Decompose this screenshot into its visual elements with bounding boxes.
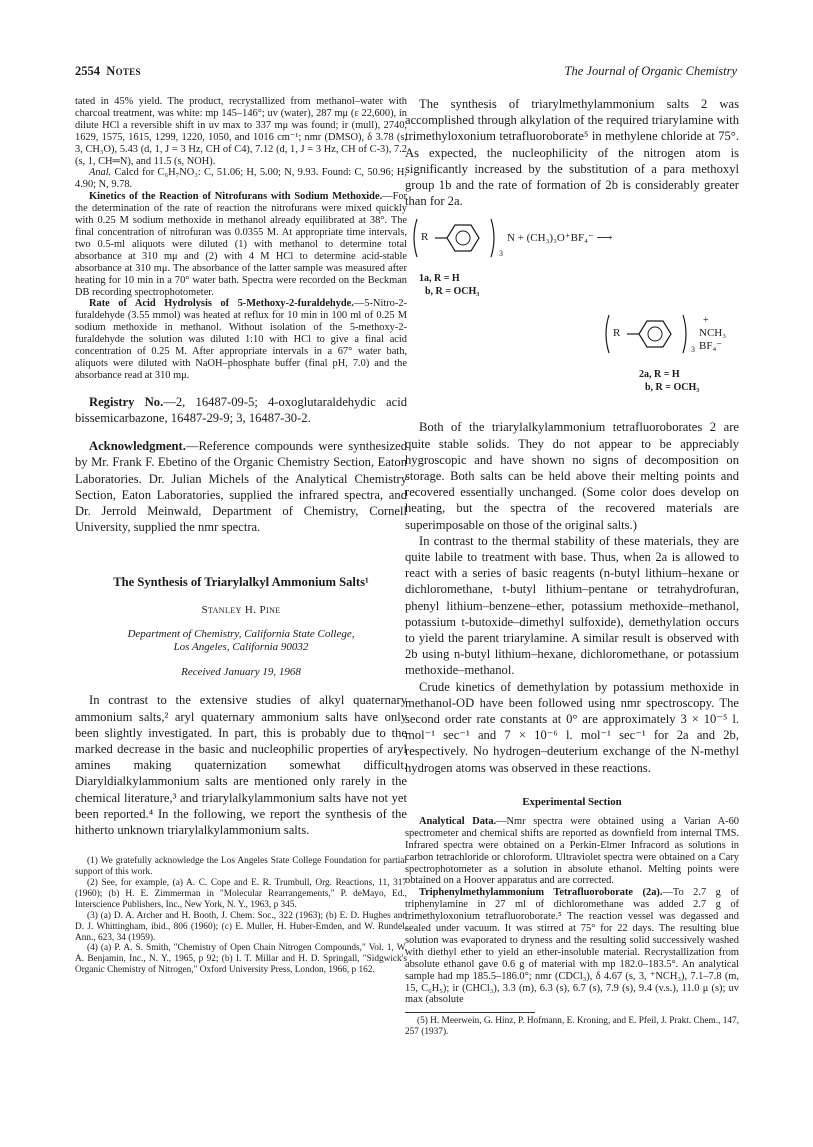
footnote-2: (2) See, for example, (a) A. C. Cope and E. R. Trumbull, Org. Reactions, 11, 317 (1960); (b) H. E. Zimmerman in "Molecular Rearrangements," P. deMayo, Ed., Interscience Publishers, Inc., New York, N. Y., 1963, p 345. (75, 878, 407, 910)
registry-paragraph (75, 394, 407, 426)
acknowledgment-paragraph (75, 438, 407, 535)
reagents: N + (CH₃)₃O⁺BF₄⁻ ⟶ (507, 232, 613, 245)
footnote-1: (1) We gratefully acknowledge the Los Angeles State College Foundation for partial support of this work. (75, 856, 407, 878)
hydrolysis-paragraph (75, 298, 407, 381)
kinetics-paragraph (75, 191, 407, 298)
analytical-data-paragraph (405, 816, 739, 887)
compound-2a: 2a, R = H (639, 369, 680, 381)
reaction-scheme (405, 209, 739, 419)
registry-title: Registry No. (89, 394, 164, 409)
compound-1b: b, R = OCH₃ (425, 286, 480, 298)
analytical-data-title: Analytical Data. (419, 815, 497, 827)
product-formula: NCH₃ BF₄⁻ (699, 327, 727, 353)
article-title: The Synthesis of Triarylalkyl Ammonium Salts¹ (113, 575, 369, 590)
compound-1a: 1a, R = H (419, 273, 460, 285)
footnote-5: (5) H. Meerwein, G. Hinz, P. Hofmann, E. Kroning, and E. Pfeil, J. Prakt. Chem., 147, 257 (1937). (405, 1016, 739, 1038)
reactant-r-label: R (421, 231, 429, 244)
kinetics-title: Kinetics of the Reaction of Nitrofurans with Sodium Methoxide. (89, 191, 383, 203)
kinetics-text: —For the determination of the rate of reaction the nitrofurans were mixed quickly with 0.25 M sodium methoxide in methanol already equilibrated at 38°. The final concentration of nitrofuran was 0.0355 M. At appropriate time intervals, two 0.5-ml aliquots were diluted (1) with methanol to determine total absorbance at 310 mμ and (2) with 4 M HCl to determine acid-stable absorbance at 310 mμ. The absorbance of the latter sample was measured after heating for 10 min in a 70° water bath. Spectra were recorded on the Beckman DB recording spectrophotometer. (75, 191, 407, 298)
journal-name: The Journal of Organic Chemistry (564, 64, 737, 78)
hydrolysis-title: Rate of Acid Hydrolysis of 5-Methoxy-2-furaldehyde. (89, 298, 354, 310)
reactant-subscript: 3 (499, 249, 503, 259)
section-name: Notes (106, 64, 141, 78)
product-subscript: 3 (691, 345, 695, 355)
stability-paragraph: Both of the triarylalkylammonium tetrafluoroborates 2 are quite stable solids. They do not appear to be appreciably hygroscopic and have shown no signs of decomposition on storage. Both salts can be held above their melting points and recovered essentially unchanged. (Some color does develop on heating, but the spectra of the recovered materials are superimposable on those of the original salts.) (405, 420, 739, 532)
footnote-rule (405, 1012, 535, 1013)
triphenyl-paragraph (405, 887, 739, 1006)
affiliation-line-2: Los Angeles, California 90032 (173, 641, 309, 654)
synthesis-paragraph: The synthesis of triarylmethylammonium salts 2 was accomplished through alkylation of the required triarylamine with trimethyloxonium tetrafluoroborate⁵ in methylene chloride at 75°. As expected, the nucleophilicity of the nitrogen atom is significantly increased by the substitution of a para methoxyl group 1b and the rate of formation of 2b is considerably greater than for 2a. (405, 97, 739, 209)
introduction-paragraph: In contrast to the extensive studies of alkyl quaternary ammonium salts,² aryl quaternary ammonium salts have only been slightly investigated. In part, this is probably due to the marked decrease in the basic and nucleophilic properties of aryl amines making quaternization somewhat difficult. Diaryldialkylammonium salts are mentioned only rarely in the chemical literature,³ and triarylalkylammonium salts have not yet been reported.⁴ In the following, we report the synthesis of the hitherto unknown triarylalkylammonium salts. (75, 693, 407, 837)
registry-text: —2, 16487-09-5; 4-oxoglutaraldehydic acid bissemicarbazone, 16487-29-9; 3, 16487-30-2. (75, 394, 408, 425)
footnotes-left (75, 856, 407, 976)
experimental-section-title: Experimental Section (522, 795, 622, 808)
acknowledgment-title: Acknowledgment. (89, 439, 186, 454)
triphenyl-text: —To 2.7 g of triphenylamine in 27 ml of dichloromethane was added 2.7 g of trimethyloxonium tetrafluoroborate.⁵ The reaction vessel was degassed and sealed under vacuum. It was stirred at 75° for 22 days. The resulting blue solution was evaporated to dryness and the resulting solid successively washed with diethyl ether to yield an ether-insoluble material. Recrystallization from absolute ethanol gave 0.6 g of material with mp 182.0–183.5°. An analytical sample had mp 185.5–186.0°; nmr (CDCl₃), δ 4.67 (s, 3, ⁺NCH₃), 7.1–7.8 (m, 15, C₆H₅); ir (CHCl₃), 3.3 (m), 6.3 (s), 6.7 (s), 7.9 (s), 9.4 (v.s.), 11.0 μ (s); uv max (absolute (405, 887, 739, 1006)
article-author: Stanley H. Pine (201, 604, 281, 617)
product-r-label: R (613, 327, 621, 340)
running-head (75, 64, 737, 84)
product-description: tated in 45% yield. The product, recrystallized from methanol–water with charcoal treatment, was white: mp 145–146°; uv (water), 287 mμ (ε 22,600), in dilute HCl a reversible shift in uv max to 337 mμ was found; ir (mull), 2740, 1629, 1575, 1615, 1299, 1220, 1050, and 1016 cm⁻¹; nmr (DMSO), δ 3.78 (s, 3, CH₃O), 5.43 (d, 1, J = 3 Hz, CH of C4), 7.12 (d, 1, J = 3 Hz, CH of C-3), 7.2 (s, 1, CH═N), and 11.5 (s, NOH). (75, 96, 407, 167)
footnotes-right (405, 1016, 739, 1038)
base-reaction-paragraph: In contrast to the thermal stability of these materials, they are quite labile to treatment with base. Thus, when 2a is allowed to react with a series of basic reagents (n-butyl lithium–hexane or dichloromethane, t-butyl lithium–pentane or tetrahydrofuran, phenyl lithium–benzene–ether, potassium methoxide–methanol, potassium t-butoxide–dimethyl sulfoxide), demethylation occurs to yield the parent triarylamine. A similar result is observed with 2b using n-butyl lithium–hexane, dichloromethane, or potassium methoxide–methanol. (405, 533, 739, 678)
analysis-label: Anal. (89, 167, 112, 179)
left-column (75, 96, 407, 976)
analysis-paragraph (75, 167, 407, 191)
received-date: Received January 19, 1968 (181, 666, 301, 679)
kinetics-results-paragraph: Crude kinetics of demethylation by potassium methoxide in methanol-OD have been followed using nmr spectroscopy. The second order rate constants at 0° are approximately 3 × 10⁻⁵ l. mol⁻¹ sec⁻¹ and 7 × 10⁻⁶ l. mol⁻¹ sec⁻¹ for 2a and 2b, respectively. No hydrogen–deuterium exchange of the N-methyl hydrogen atoms was observed in these reactions. (405, 679, 739, 775)
triphenyl-title: Triphenylmethylammonium Tetrafluoroborate (2a). (419, 887, 663, 899)
acknowledgment-text: —Reference compounds were synthesized by Mr. Frank F. Ebetino of the Organic Chemistry Section, Eaton Laboratories. Dr. Julian Michels of the Analytical Chemistry Section, Eaton Laboratories, supplied the infrared spectra, and Dr. Jerrold Meinwald, Department of Chemistry, Cornell University, supplied the nmr spectra. (75, 439, 407, 535)
page-header-left (75, 64, 141, 79)
analytical-data-text: —Nmr spectra were obtained using a Varian A-60 spectrometer and chemical shifts are reported as downfield from internal TMS. Infrared spectra were obtained on a Perkin-Elmer Infracord as solutions in carbon tetrachloride or chloroform. Ultraviolet spectra were obtained on a Cary spectrophotometer as a solution in absolute ethanol. Melting points were obtained on a Hoover apparatus and are corrected. (405, 815, 739, 887)
analysis-text: Calcd for C₆H₇NO₃: C, 51.06; H, 5.00; N, 9.93. Found: C, 50.96; H, 4.90; N, 9.78. (75, 167, 407, 191)
right-column (405, 96, 739, 1038)
hydrolysis-text: —5-Nitro-2-furaldehyde (3.55 mmol) was heated at reflux for 10 min in 100 ml of 0.25 M sodium methoxide in methanol. Without isolation of the 5-methoxy-2-furaldehyde the solution was diluted 1:10 with HCl to give a final acid concentration of 0.25 M. After appropriate intervals in a 67° water bath, aliquots were diluted with NaOH–phosphate buffer (final pH, 7.0) and the absorbance read at 310 mμ. (75, 298, 407, 381)
compound-2b: b, R = OCH₃ (645, 382, 700, 394)
page-number: 2554 (75, 64, 100, 78)
affiliation-line-1: Department of Chemistry, California State College, (127, 628, 355, 641)
footnote-3: (3) (a) D. A. Archer and H. Booth, J. Chem. Soc., 322 (1963); (b) E. D. Hughes and D. J. Whittingham, ibid., 806 (1960); (c) E. Muller, H. Huber-Emden, and W. Rundel, Ann., 623, 34 (1959). (75, 910, 407, 943)
product-charge: + (703, 315, 709, 327)
footnote-4: (4) (a) P. A. S. Smith, "Chemistry of Open Chain Nitrogen Compounds," Vol. 1, W. A. Benjamin, Inc., N. Y., 1965, p 92; (b) I. T. Millar and H. D. Springall, "Sidgwick's Organic Chemistry of Nitrogen," Oxford University Press, London, 1966, p 162. (75, 943, 407, 976)
